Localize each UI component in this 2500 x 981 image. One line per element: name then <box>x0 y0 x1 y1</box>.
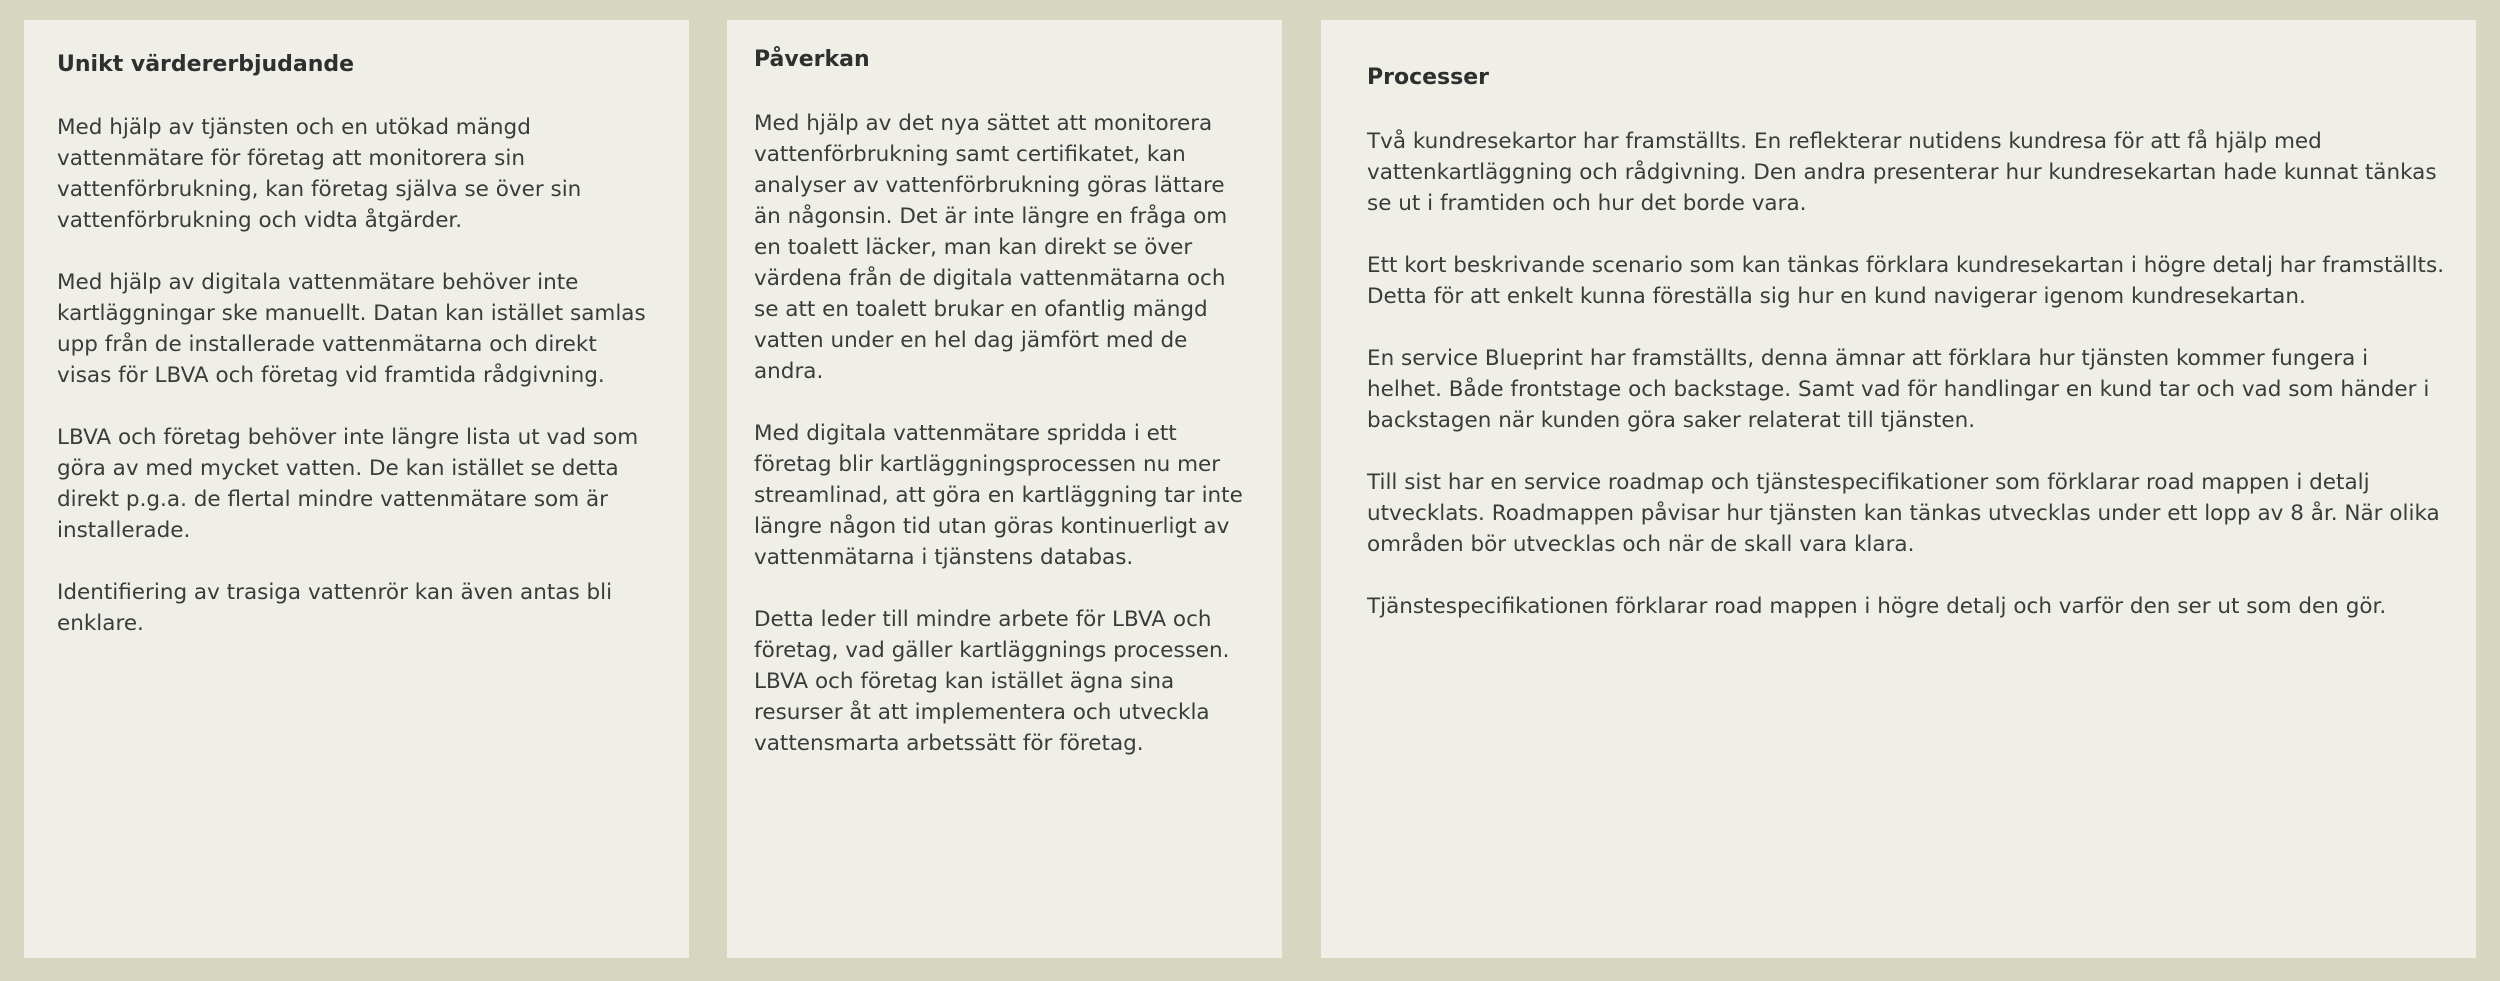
card-paragraph: Med hjälp av tjänsten och en utökad mängd vattenmätare för företag att monitorera sin vattenförbrukning, kan företag själva se över sin vattenförbrukning och vidta åtgärder. <box>57 115 582 234</box>
card-paragraph: Med hjälp av digitala vattenmätare behöver inte kartläggningar ske manuellt. Datan kan istället samlas upp från de installerade vattenmätarna och direkt visas för LBVA och företag vid framtida rådgivning. <box>57 270 646 389</box>
card-paragraph: Med digitala vattenmätare spridda i ett företag blir kartläggningsprocessen nu mer streamlinad, att göra en kartläggning tar inte längre någon tid utan göras kontinuerligt av vattenmätarna i tjänstens databas. <box>754 421 1243 571</box>
card-title: Unikt värdererbjudande <box>57 52 355 77</box>
card-paragraph: Detta leder till mindre arbete för LBVA och företag, vad gäller kartläggnings processen. LBVA och företag kan istället ägna sina resurser åt att implementera och utveckla vattensmarta arbetssätt för företag. <box>754 607 1230 757</box>
card-paragraph: En service Blueprint har framställts, denna ämnar att förklara hur tjänsten kommer fungera i helhet. Både frontstage och backstage. Samt vad för handlingar en kund tar och vad som händer i backstagen när kunden göra saker relaterat till tjänsten. <box>1367 346 2430 434</box>
card-paragraph: Ett kort beskrivande scenario som kan tänkas förklara kundresekartan i högre detalj har framställts. Detta för att enkelt kunna föreställa sig hur en kund navigerar igenom kundresekartan. <box>1367 253 2445 310</box>
card-title: Påverkan <box>754 47 870 72</box>
card-unique-value-proposition <box>24 20 689 958</box>
card-paragraph: Med hjälp av det nya sättet att monitorera vattenförbrukning samt certifikatet, kan analyser av vattenförbrukning göras lättare än någonsin. Det är inte längre en fråga om en toalett läcker, man kan direkt se över värdena från de digitala vattenmätarna och se att en toalett brukar en ofantlig mängd vatten under en hel dag jämfört med de andra. <box>754 111 1228 385</box>
card-paragraph: Till sist har en service roadmap och tjänstespecifikationer som förklarar road mappen i detalj utvecklats. Roadmappen påvisar hur tjänsten kan tänkas utvecklas under ett lopp av 8 år. När olika områden bör utvecklas och när de skall vara klara. <box>1367 470 2440 558</box>
card-paragraph: LBVA och företag behöver inte längre lista ut vad som göra av med mycket vatten. De kan istället se detta direkt p.g.a. de flertal mindre vattenmätare som är installerade. <box>57 425 639 544</box>
card-paragraph: Två kundresekartor har framställts. En reflekterar nutidens kundresa för att få hjälp med vattenkartläggning och rådgivning. Den andra presenterar hur kundresekartan hade kunnat tänkas se ut i framtiden och hur det borde vara. <box>1367 129 2437 217</box>
card-paragraph: Tjänstespecifikationen förklarar road mappen i högre detalj och varför den ser ut som den gör. <box>1367 594 2387 620</box>
card-paragraph: Identifiering av trasiga vattenrör kan även antas bli enklare. <box>57 580 613 637</box>
card-processes <box>1321 20 2476 958</box>
card-impact <box>727 20 1282 958</box>
card-title: Processer <box>1367 65 1490 90</box>
